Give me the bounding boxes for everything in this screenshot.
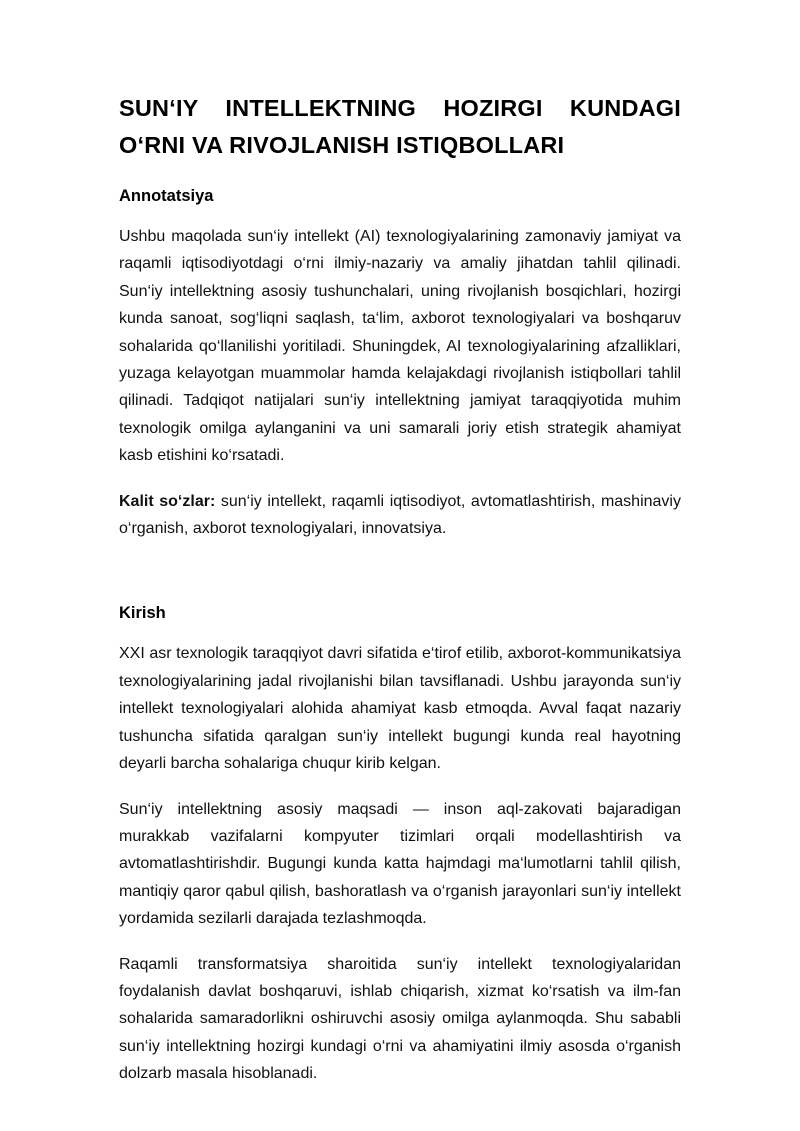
kirish-paragraph-3: Raqamli transformatsiya sharoitida sun‘iy intellekt texnologiyalaridan foydalanish davlat boshqaruvi, ishlab chiqarish, xizmat ko‘rsatish va ilm-fan sohalarida samaradorlikni oshiruvchi asosiy omilga aylanmoqda. Shu sababli sun‘iy intellektning hozirgi kundagi o‘rni va ahamiyatini ilmiy asosda o‘rganish dolzarb masala hisoblanadi. [119, 955, 681, 1083]
keywords-paragraph [119, 488, 681, 543]
annotatsiya-paragraph: Ushbu maqolada sun‘iy intellekt (AI) texnologiyalarining zamonaviy jamiyat va raqamli iqtisodiyotdagi o‘rni ilmiy-nazariy va amaliy jihatdan tahlil qilinadi. Sun‘iy intellektning asosiy tushunchalari, uning rivojlanish bosqichlari, hozirgi kunda sanoat, sog‘liqni saqlash, ta‘lim, axborot texnologiyalari va boshqaruv sohalarida qo‘llanilishi yoritiladi. Shuningdek, AI texnologiyalarining afzalliklari, yuzaga kelayotgan muammolar hamda kelajakdagi rivojlanish istiqbollari tahlil qilinadi. Tadqiqot natijalari sun‘iy intellektning jamiyat taraqqiyotida muhim texnologik omilga aylanganini va uni samarali joriy etish strategik ahamiyat kasb etishini ko‘rsatadi. [119, 228, 681, 465]
keywords-label: Kalit so‘zlar: [119, 492, 216, 510]
kirish-paragraph-1: XXI asr texnologik taraqqiyot davri sifatida e‘tirof etilib, axborot-kommunikatsiya texnologiyalarining jadal rivojlanishi bilan tavsiflanadi. Ushbu jarayonda sun‘iy intellekt texnologiyalari alohida ahamiyat kasb etmoqda. Avval faqat nazariy tushuncha sifatida qaralgan sun‘iy intellekt bugungi kunda real hayotning deyarli barcha sohalariga chuqur kirib kelgan. [119, 645, 681, 773]
kirish-paragraph-2: Sun‘iy intellektning asosiy maqsadi — inson aql-zakovati bajaradigan murakkab vazifalarni kompyuter tizimlari orqali modellashtirish va avtomatlashtirishdir. Bugungi kunda katta hajmdagi ma‘lumotlarni tahlil qilish, mantiqiy qaror qabul qilish, bashoratlash va o‘rganish jarayonlari sun‘iy intellekt yordamida sezilarli darajada tezlashmoqda. [119, 800, 681, 928]
section-spacer [119, 560, 681, 602]
document-body [119, 90, 681, 1106]
section-heading-kirish: Kirish [119, 604, 166, 623]
section-heading-annotatsiya: Annotatsiya [119, 187, 214, 205]
page-title: SUN‘IY INTELLEKTNING HOZIRGI KUNDAGI O‘RNI VA RIVOJLANISH ISTIQBOLLARI [119, 95, 681, 158]
keywords-text: sun‘iy intellekt, raqamli iqtisodiyot, avtomatlashtirish, mashinaviy o‘rganish, axborot texnologiyalari, innovatsiya. [119, 492, 681, 538]
